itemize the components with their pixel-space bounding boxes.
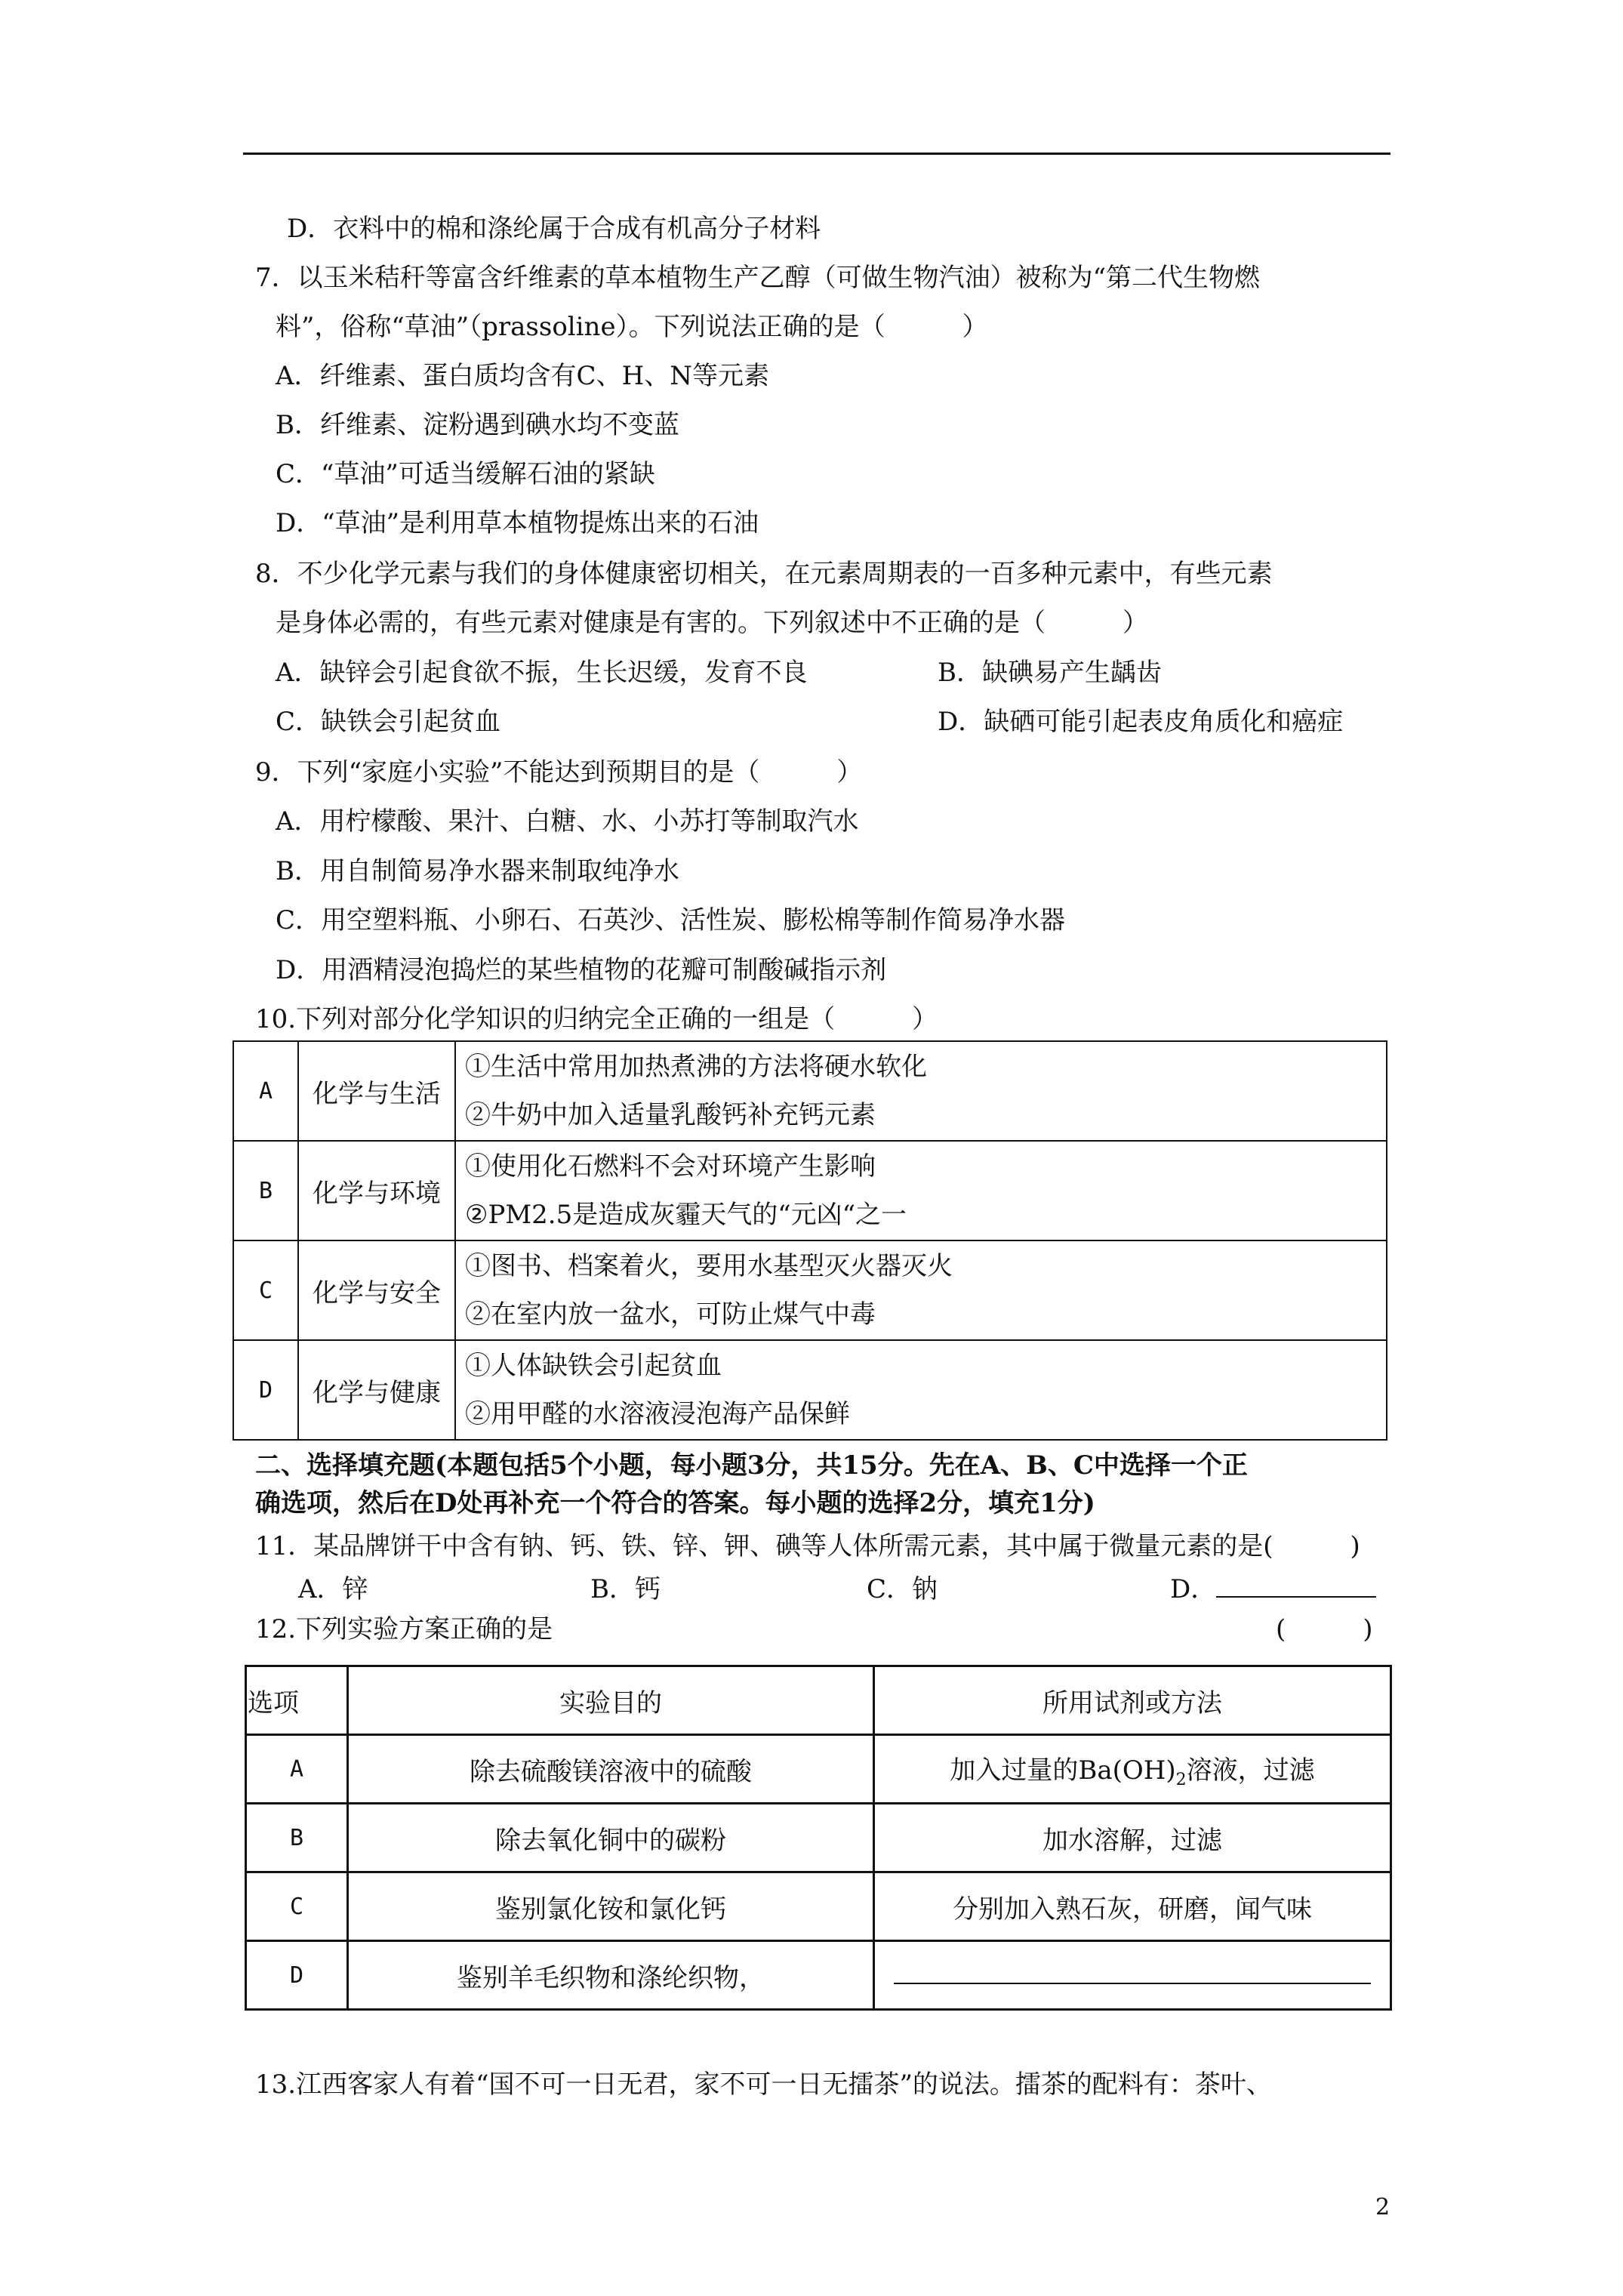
q9-option-b: B．用自制简易净水器来制取纯净水 — [276, 856, 679, 886]
answer-blank — [894, 1960, 1371, 1984]
q8-option-c: C．缺铁会引起贫血 — [276, 707, 501, 737]
header-option: 选项 — [246, 1666, 348, 1735]
row-item: ①使用化石燃料不会对环境产生影响 — [465, 1151, 876, 1182]
row-method: 分别加入熟石灰，研磨，闻气味 — [874, 1872, 1391, 1941]
q12-stem: 12.下列实验方案正确的是 — [255, 1614, 553, 1644]
section2-heading-line1: 二、选择填充题(本题包括5个小题，每小题3分，共15分。先在A、B、C中选择一个正 — [255, 1450, 1248, 1481]
row-label: D — [233, 1340, 298, 1440]
row-item: ①生活中常用加热煮沸的方法将硬水软化 — [465, 1052, 927, 1082]
q12-answer-paren: ( ) — [1276, 1614, 1373, 1644]
q8-stem-line2: 是身体必需的，有些元素对健康是有害的。下列叙述中不正确的是（ ） — [276, 608, 1148, 638]
table-row — [233, 1240, 1387, 1340]
row-option: C — [246, 1872, 348, 1941]
row-item: ①人体缺铁会引起贫血 — [465, 1351, 722, 1381]
header-rule — [243, 153, 1390, 155]
q7-option-c: C．“草油”可适当缓解石油的紧缺 — [276, 459, 655, 489]
row-option: A — [246, 1735, 348, 1804]
q10-stem: 10.下列对部分化学知识的归纳完全正确的一组是（ ） — [255, 1004, 938, 1034]
row-topic: 化学与安全 — [298, 1240, 455, 1340]
page-number: 2 — [1375, 2194, 1390, 2220]
row-topic: 化学与生活 — [298, 1041, 455, 1141]
row-method — [874, 1941, 1391, 2010]
q8-option-b: B．缺碘易产生龋齿 — [938, 658, 1162, 688]
header-purpose: 实验目的 — [348, 1666, 874, 1735]
q7-option-b: B．纤维素、淀粉遇到碘水均不变蓝 — [276, 410, 679, 440]
q7-stem-line2: 料”，俗称“草油”（prassoline）。下列说法正确的是（ ） — [276, 312, 988, 342]
table-row — [233, 1041, 1387, 1141]
q11-option-d: D． — [1170, 1574, 1217, 1604]
table-row — [233, 1141, 1387, 1240]
q10-table — [233, 1040, 1387, 1441]
q8-option-d: D．缺硒可能引起表皮角质化和癌症 — [938, 707, 1344, 737]
header-method: 所用试剂或方法 — [874, 1666, 1391, 1735]
q9-option-d: D．用酒精浸泡捣烂的某些植物的花瓣可制酸碱指示剂 — [276, 955, 887, 985]
q11-stem: 11．某品牌饼干中含有钠、钙、铁、锌、钾、碘等人体所需元素，其中属于微量元素的是( ) — [255, 1531, 1360, 1561]
q8-option-a: A．缺锌会引起食欲不振，生长迟缓，发育不良 — [276, 658, 808, 688]
row-topic: 化学与健康 — [298, 1340, 455, 1440]
row-method: 加水溶解，过滤 — [874, 1804, 1391, 1872]
q9-option-a: A．用柠檬酸、果汁、白糖、水、小苏打等制取汽水 — [276, 806, 859, 837]
q12-table — [245, 1665, 1392, 2011]
q11-option-c: C．钠 — [867, 1574, 938, 1604]
row-item: ①图书、档案着火，要用水基型灭火器灭火 — [465, 1251, 953, 1281]
q9-option-c: C．用空塑料瓶、小卵石、石英沙、活性炭、膨松棉等制作简易净水器 — [276, 905, 1066, 935]
row-purpose: 鉴别氯化铵和氯化钙 — [348, 1872, 874, 1941]
table-row — [246, 1735, 1391, 1804]
q11-option-b: B．钙 — [590, 1574, 661, 1604]
row-item: ②用甲醛的水溶液浸泡海产品保鲜 — [465, 1399, 850, 1429]
table-row — [246, 1804, 1391, 1872]
q11-option-a: A．锌 — [298, 1574, 368, 1604]
section2-heading-line2: 确选项，然后在D处再补充一个符合的答案。每小题的选择2分，填充1分) — [255, 1488, 1095, 1518]
row-purpose: 除去氧化铜中的碳粉 — [348, 1804, 874, 1872]
row-purpose: 除去硫酸镁溶液中的硫酸 — [348, 1735, 874, 1804]
row-item: ②PM2.5是造成灰霾天气的“元凶“之一 — [465, 1200, 907, 1230]
row-item: ②牛奶中加入适量乳酸钙补充钙元素 — [465, 1100, 876, 1130]
q13-stem: 13.江西客家人有着“国不可一日无君，家不可一日无擂茶”的说法。擂茶的配料有：茶叶、 — [255, 2069, 1272, 2100]
q7-option-a: A．纤维素、蛋白质均含有C、H、N等元素 — [276, 361, 769, 391]
row-option: D — [246, 1941, 348, 2010]
row-method: 加入过量的$Ba(OH)_2$溶液，过滤 — [874, 1735, 1391, 1804]
table-row — [233, 1340, 1387, 1440]
q7-option-d: D．“草油”是利用草本植物提炼出来的石油 — [276, 508, 759, 538]
row-label: B — [233, 1141, 298, 1240]
table-header-row — [246, 1666, 1391, 1735]
row-item: ②在室内放一盆水，可防止煤气中毒 — [465, 1299, 876, 1330]
q8-stem-line1: 8．不少化学元素与我们的身体健康密切相关，在元素周期表的一百多种元素中，有些元素 — [255, 559, 1273, 589]
row-label: A — [233, 1041, 298, 1141]
table-row — [246, 1941, 1391, 2010]
row-purpose: 鉴别羊毛织物和涤纶织物， — [348, 1941, 874, 2010]
q6-option-d: D．衣料中的棉和涤纶属于合成有机高分子材料 — [287, 214, 821, 244]
row-topic: 化学与环境 — [298, 1141, 455, 1240]
q7-stem-line1: 7．以玉米秸秆等富含纤维素的草本植物生产乙醇（可做生物汽油）被称为“第二代生物燃 — [255, 263, 1261, 293]
q9-stem: 9．下列“家庭小实验”不能达到预期目的是（ ） — [255, 757, 863, 787]
row-option: B — [246, 1804, 348, 1872]
table-row — [246, 1872, 1391, 1941]
q11-answer-blank — [1216, 1572, 1376, 1598]
row-label: C — [233, 1240, 298, 1340]
